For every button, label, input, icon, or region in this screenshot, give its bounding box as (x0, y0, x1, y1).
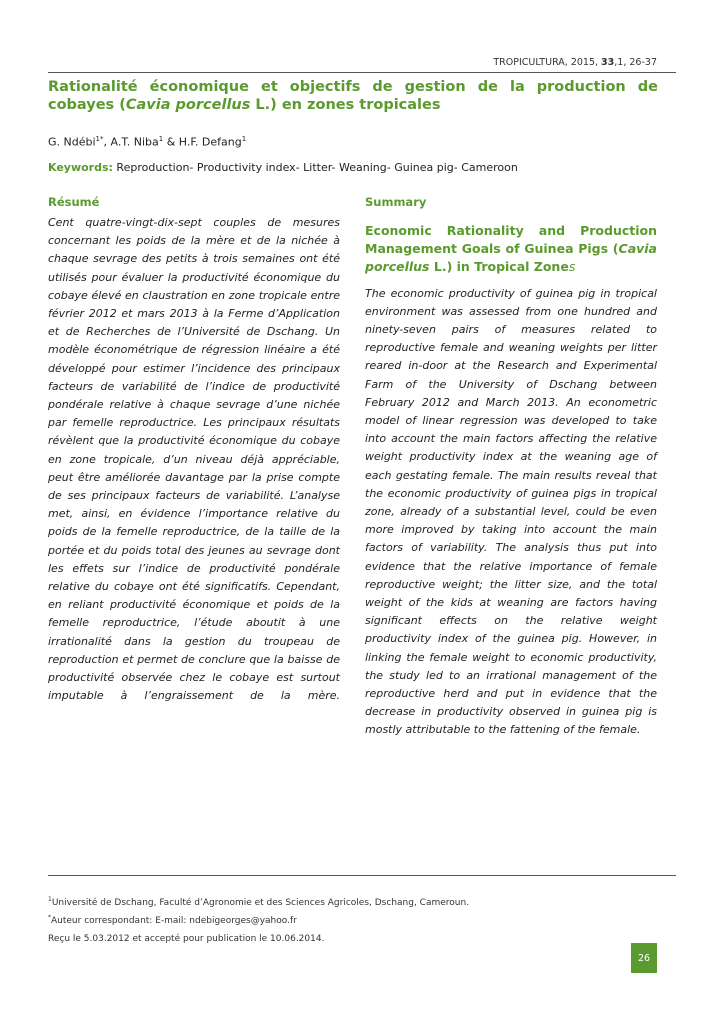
keywords (48, 161, 518, 174)
bottom-rule (48, 875, 676, 876)
summary-title-species: Cavia porcellus (365, 241, 657, 275)
footnote-affiliation-mark: 1 (48, 896, 52, 903)
keywords-text: Reproduction- Productivity index- Litter- Weaning- Guinea pig- Cameroon (112, 161, 518, 174)
journal-issue-pages: ,1, 26-37 (614, 57, 657, 68)
footnote-corresponding-text: Auteur correspondant: E-mail: ndebigeorges@yahoo.fr (51, 916, 297, 926)
author-1: G. Ndébi (48, 135, 96, 149)
resume-heading: Résumé (48, 195, 100, 209)
journal-header (493, 57, 657, 68)
summary-title-part1: Economic Rationality and Production Management Goals of Guinea Pigs ( (365, 223, 657, 257)
authors (48, 135, 246, 149)
article-title (48, 78, 658, 114)
footnote-affiliation-text: Université de Dschang, Faculté d’Agronomie et des Sciences Agricoles, Dschang, Cameroun. (51, 898, 470, 908)
resume-column (48, 195, 340, 705)
summary-title (365, 222, 657, 277)
summary-column (365, 195, 657, 740)
title-species: Cavia porcellus (125, 97, 251, 113)
footnote-corresponding (48, 914, 297, 926)
page-number: 26 (631, 943, 657, 973)
author-2-affiliation: 1 (158, 135, 164, 143)
summary-title-part2: L.) in Tropical Zone (429, 259, 569, 275)
author-1-affiliation: 1* (95, 135, 104, 143)
summary-title-end: s (568, 259, 576, 275)
title-part1: Rationalité économique et objectifs de gestion de la production de cobayes ( (48, 79, 658, 113)
resume-text: Cent quatre-vingt-dix-sept couples de mesures concernant les poids de la mère et de la nichée à chaque sevrage des petits à trois semaines ont été utilisés pour évaluer la productivité économique du cobaye élevé en claustration en zone tropicale entre février 2012 et mars 2013 à la Ferme d’Application et de Recherches de l’Université de Dschang. Un modèle économétrique de régression linéaire a été développé pour estimer l’incidence des principaux facteurs de variabilité de l’indice de productivité pondérale relative à chaque sevrage d’une nichée par femelle reproductrice. Les principaux résultats révèlent que la productivité économique du cobaye en zone tropicale, d’un niveau déjà appréciable, peut être améliorée davantage par la prise compte de ses principaux facteurs de variabilité. L’analyse met, ainsi, en évidence l’importance relative du poids de la femelle reproductrice, de la taille de la portée et du poids total des jeunes au sevrage dont les effets sur l’indice de productivité pondérale relative du cobaye ont été significatifs. Cependant, en reliant productivité économique et poids de la femelle reproductrice, l’étude aboutit à une irrationalité dans la gestion du troupeau de reproduction et permet de conclure que la baisse de productivité observée chez le cobaye est surtout imputable à l’engraissement de la mère. (48, 216, 340, 703)
author-2: , A.T. Niba (103, 135, 159, 149)
keywords-label: Keywords: (48, 161, 113, 174)
summary-heading: Summary (365, 195, 427, 209)
journal-volume: 33 (601, 57, 615, 68)
journal-name: TROPICULTURA, 2015, (493, 57, 602, 68)
author-3: & H.F. Defang (163, 135, 242, 149)
title-part2: L.) en zones tropicales (250, 97, 441, 113)
footnote-affiliation (48, 896, 469, 908)
footnote-corresponding-mark: * (48, 914, 51, 921)
footnote-received: Reçu le 5.03.2012 et accepté pour publication le 10.06.2014. (48, 934, 325, 944)
top-rule (48, 72, 676, 73)
author-3-affiliation: 1 (241, 135, 247, 143)
summary-text: The economic productivity of guinea pig in tropical environment was assessed from one hundred and ninety-seven pairs of measures related to reproductive female and weaning weights per litter reared in-door at the Research and Experimental Farm of the University of Dschang between February 2012 and March 2013. An econometric model of linear regression was developed to take into account the main factors affecting the relative weight productivity index at the weaning age of each gestating female. The main results reveal that the economic productivity of guinea pigs in tropical zone, already of a substantial level, could be even more improved by taking into account the main factors of variability. The analysis thus put into evidence that the relative importance of female reproductive weight; the litter size, and the total weight of the kids at weaning are factors having significant effects on the relative weight productivity index of the guinea pig. However, in linking the female weight to economic productivity, the study led to an irrational management of the reproductive herd and put in evidence that the decrease in productivity observed in guinea pig is mostly attributable to the fattening of the female. (365, 286, 657, 737)
